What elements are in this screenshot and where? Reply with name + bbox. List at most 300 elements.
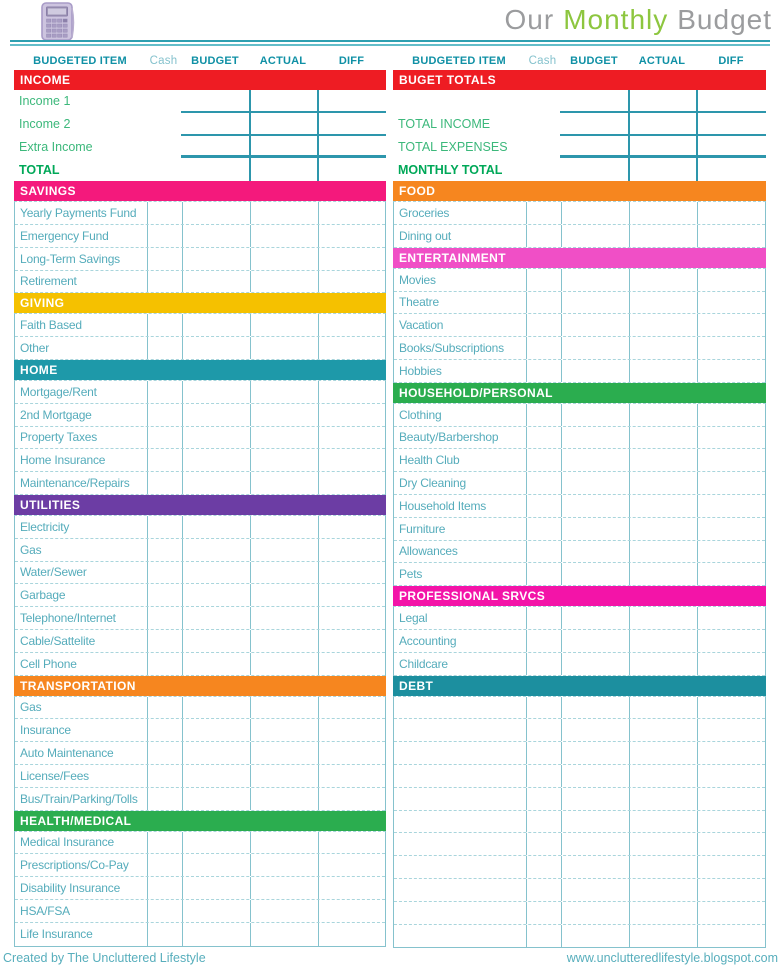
item-label: Theatre — [399, 295, 439, 310]
actual-cell — [250, 788, 318, 810]
actual-cell — [629, 630, 697, 652]
diff-cell — [318, 742, 385, 764]
actual-cell — [250, 719, 318, 741]
diff-cell — [697, 292, 765, 314]
item-label: Electricity — [20, 519, 70, 534]
cash-cell — [147, 630, 182, 652]
diff-cell — [697, 833, 765, 855]
diff-cell — [318, 584, 385, 606]
budget-cell — [561, 856, 629, 878]
budget-cell — [561, 404, 629, 426]
cash-cell — [526, 765, 561, 787]
diff-cell — [697, 630, 765, 652]
section-header-entertainment — [393, 248, 766, 268]
item-label: Cable/Sattelite — [20, 633, 96, 648]
budget-row — [15, 854, 385, 877]
budget-line-cell — [560, 90, 628, 113]
diff-cell — [697, 472, 765, 494]
budget-row — [15, 449, 385, 472]
actual-cell — [629, 449, 697, 471]
budget-row — [15, 765, 385, 788]
budget-cell — [182, 427, 250, 449]
actual-cell — [250, 900, 318, 922]
actual-line-cell — [249, 136, 317, 159]
budget-row — [394, 697, 765, 720]
totals-row-label: Income 1 — [19, 94, 71, 109]
cash-cell — [147, 225, 182, 247]
section-header-buget-totals — [393, 70, 766, 90]
cash-cell — [147, 314, 182, 336]
totals-row — [14, 136, 386, 159]
section-title: HOME — [20, 362, 58, 377]
cash-cell — [147, 877, 182, 899]
item-label: Water/Sewer — [20, 565, 87, 580]
col-header-budgeted-item: BUDGETED ITEM — [33, 55, 127, 67]
col-header-actual: ACTUAL — [259, 55, 307, 67]
budget-row — [394, 742, 765, 765]
col-header-cash: Cash — [149, 55, 178, 67]
budget-table-right — [393, 52, 766, 948]
actual-cell — [250, 202, 318, 224]
budget-cell — [561, 719, 629, 741]
cash-cell — [526, 269, 561, 291]
diff-cell — [318, 539, 385, 561]
budget-cell — [561, 427, 629, 449]
cash-cell — [147, 562, 182, 584]
section-header-savings — [14, 181, 386, 201]
cash-cell — [526, 742, 561, 764]
budget-cell — [561, 472, 629, 494]
actual-cell — [250, 381, 318, 403]
actual-cell — [629, 337, 697, 359]
budget-cell — [182, 854, 250, 876]
actual-cell — [629, 653, 697, 675]
actual-line-cell — [249, 113, 317, 136]
budget-cell — [561, 879, 629, 901]
item-label: Long-Term Savings — [20, 251, 120, 266]
budget-row — [394, 225, 765, 248]
actual-cell — [629, 495, 697, 517]
budget-row — [15, 202, 385, 225]
totals-row-label — [393, 90, 560, 113]
totals-row — [393, 136, 766, 159]
budget-cell — [561, 225, 629, 247]
item-label: Garbage — [20, 588, 66, 603]
actual-line-cell — [628, 158, 696, 181]
diff-cell — [318, 449, 385, 471]
cash-cell — [147, 472, 182, 494]
budget-row — [394, 630, 765, 653]
totals-row — [393, 90, 766, 113]
section-header-transportation — [14, 676, 386, 696]
cash-cell — [147, 788, 182, 810]
cash-cell — [526, 292, 561, 314]
budget-row — [15, 539, 385, 562]
actual-cell — [250, 854, 318, 876]
actual-cell — [629, 563, 697, 585]
budget-cell — [561, 742, 629, 764]
budget-cell — [561, 269, 629, 291]
diff-cell — [697, 225, 765, 247]
diff-cell — [318, 697, 385, 719]
budget-line-cell — [560, 136, 628, 159]
item-label: Accounting — [399, 633, 457, 648]
section-header-household-personal — [393, 383, 766, 403]
col-header-cash: Cash — [528, 55, 557, 67]
section-title: HEALTH/MEDICAL — [20, 813, 132, 828]
item-label: Prescriptions/Co-Pay — [20, 858, 129, 873]
cash-cell — [526, 607, 561, 629]
budget-cell — [182, 765, 250, 787]
item-label: Yearly Payments Fund — [20, 206, 137, 221]
footer-url: www.unclutteredlifestyle.blogspot.com — [566, 951, 778, 965]
item-label — [394, 697, 526, 719]
section-title: GIVING — [20, 296, 65, 311]
section-rows — [393, 696, 766, 949]
actual-cell — [629, 404, 697, 426]
actual-cell — [629, 427, 697, 449]
diff-cell — [697, 653, 765, 675]
section-rows — [14, 696, 386, 811]
budget-cell — [561, 811, 629, 833]
actual-cell — [250, 427, 318, 449]
budget-row — [394, 541, 765, 564]
actual-cell — [629, 902, 697, 924]
actual-line-cell — [249, 158, 317, 181]
col-header-budget: BUDGET — [570, 55, 618, 67]
cash-cell — [526, 495, 561, 517]
budget-cell — [561, 337, 629, 359]
diff-cell — [318, 314, 385, 336]
cash-cell — [147, 427, 182, 449]
item-label: 2nd Mortgage — [20, 407, 92, 422]
actual-cell — [250, 653, 318, 675]
diff-cell — [318, 607, 385, 629]
diff-cell — [697, 811, 765, 833]
cash-cell — [147, 516, 182, 538]
budget-row — [15, 832, 385, 855]
item-label: Mortgage/Rent — [20, 384, 97, 399]
budget-row — [394, 788, 765, 811]
item-label — [394, 856, 526, 878]
budget-cell — [182, 404, 250, 426]
title-word-our: Our — [504, 4, 555, 35]
totals-row-label: TOTAL — [19, 162, 60, 177]
budget-cell — [182, 539, 250, 561]
diff-cell — [318, 248, 385, 270]
diff-cell — [697, 427, 765, 449]
actual-cell — [250, 225, 318, 247]
cash-cell — [147, 607, 182, 629]
budget-cell — [182, 516, 250, 538]
section-header-income — [14, 70, 386, 90]
totals-row-label: TOTAL INCOME — [398, 117, 491, 132]
diff-cell — [697, 788, 765, 810]
cash-cell — [526, 337, 561, 359]
actual-cell — [629, 225, 697, 247]
budget-row — [15, 697, 385, 720]
budget-row — [15, 271, 385, 294]
diff-cell — [318, 765, 385, 787]
budget-row — [394, 563, 765, 586]
budget-cell — [561, 765, 629, 787]
actual-cell — [250, 516, 318, 538]
col-header-diff: DIFF — [718, 55, 744, 67]
budget-row — [394, 811, 765, 834]
cash-cell — [147, 584, 182, 606]
budget-row — [15, 900, 385, 923]
budget-row — [394, 902, 765, 925]
item-label: Clothing — [399, 407, 442, 422]
section-title: ENTERTAINMENT — [399, 250, 506, 265]
cash-cell — [526, 472, 561, 494]
cash-cell — [147, 742, 182, 764]
cash-cell — [147, 854, 182, 876]
diff-cell — [318, 653, 385, 675]
actual-cell — [629, 314, 697, 336]
item-label — [394, 811, 526, 833]
section-title: FOOD — [399, 184, 436, 199]
item-label: Home Insurance — [20, 453, 106, 468]
cash-cell — [147, 539, 182, 561]
budget-row — [394, 314, 765, 337]
budget-line-cell — [181, 90, 249, 113]
cash-cell — [526, 630, 561, 652]
actual-cell — [629, 202, 697, 224]
section-title: PROFESSIONAL SRVCS — [399, 589, 546, 604]
section-title: UTILITIES — [20, 497, 81, 512]
cash-cell — [147, 337, 182, 359]
item-label: Groceries — [399, 206, 450, 221]
actual-cell — [629, 833, 697, 855]
cash-cell — [526, 811, 561, 833]
item-label: Property Taxes — [20, 430, 98, 445]
budget-row — [394, 653, 765, 676]
totals-row — [393, 158, 766, 181]
cash-cell — [526, 202, 561, 224]
budget-row — [15, 584, 385, 607]
budget-cell — [182, 719, 250, 741]
item-label: Insurance — [20, 723, 71, 738]
actual-cell — [250, 923, 318, 946]
actual-cell — [250, 248, 318, 270]
totals-block — [14, 90, 386, 181]
actual-cell — [629, 541, 697, 563]
item-label: Cell Phone — [20, 656, 77, 671]
diff-cell — [318, 427, 385, 449]
budget-cell — [182, 742, 250, 764]
cash-cell — [147, 271, 182, 293]
diff-cell — [697, 607, 765, 629]
item-label: Beauty/Barbershop — [399, 430, 499, 445]
budget-row — [15, 719, 385, 742]
cash-cell — [147, 719, 182, 741]
budget-cell — [182, 449, 250, 471]
section-header-home — [14, 360, 386, 380]
section-title: SAVINGS — [20, 184, 76, 199]
budget-row — [394, 719, 765, 742]
budget-row — [15, 630, 385, 653]
page-title — [505, 4, 772, 36]
actual-cell — [629, 742, 697, 764]
budget-row — [394, 925, 765, 948]
actual-line-cell — [249, 90, 317, 113]
section-title: INCOME — [20, 73, 71, 87]
section-title: HOUSEHOLD/PERSONAL — [399, 385, 553, 400]
budget-row — [394, 472, 765, 495]
actual-cell — [629, 697, 697, 719]
budget-line-cell — [560, 113, 628, 136]
diff-cell — [318, 516, 385, 538]
actual-cell — [250, 539, 318, 561]
item-label: Life Insurance — [20, 927, 93, 942]
item-label: Household Items — [399, 498, 487, 513]
item-label — [394, 879, 526, 901]
actual-cell — [250, 697, 318, 719]
budget-row — [394, 879, 765, 902]
cash-cell — [526, 902, 561, 924]
diff-line-cell — [696, 136, 766, 159]
budget-row — [15, 225, 385, 248]
diff-cell — [697, 360, 765, 382]
diff-cell — [318, 854, 385, 876]
actual-cell — [629, 765, 697, 787]
actual-cell — [629, 925, 697, 948]
budget-cell — [182, 653, 250, 675]
item-label: License/Fees — [20, 768, 89, 783]
section-header-food — [393, 181, 766, 201]
actual-cell — [250, 562, 318, 584]
budget-cell — [561, 653, 629, 675]
actual-cell — [629, 719, 697, 741]
diff-cell — [697, 697, 765, 719]
budget-row — [15, 653, 385, 676]
budget-cell — [561, 607, 629, 629]
budget-cell — [182, 584, 250, 606]
item-label: Health Club — [399, 453, 460, 468]
budget-cell — [182, 877, 250, 899]
diff-cell — [697, 449, 765, 471]
item-label: Pets — [399, 567, 423, 582]
budget-cell — [182, 472, 250, 494]
diff-line-cell — [317, 136, 386, 159]
budget-cell — [182, 271, 250, 293]
budget-cell — [182, 225, 250, 247]
item-label: Books/Subscriptions — [399, 341, 504, 356]
diff-line-cell — [317, 90, 386, 113]
cash-cell — [526, 449, 561, 471]
diff-cell — [318, 381, 385, 403]
diff-cell — [318, 202, 385, 224]
budget-row — [394, 427, 765, 450]
diff-cell — [318, 923, 385, 946]
diff-cell — [318, 719, 385, 741]
diff-cell — [697, 404, 765, 426]
budget-cell — [561, 788, 629, 810]
budget-cell — [182, 607, 250, 629]
cash-cell — [147, 449, 182, 471]
item-label: Vacation — [399, 318, 444, 333]
totals-row-label: TOTAL EXPENSES — [398, 139, 508, 154]
section-title: TRANSPORTATION — [20, 678, 136, 693]
diff-cell — [697, 902, 765, 924]
budget-cell — [182, 562, 250, 584]
section-rows — [393, 606, 766, 675]
cash-cell — [147, 765, 182, 787]
budget-cell — [182, 337, 250, 359]
section-rows — [14, 201, 386, 293]
item-label: Childcare — [399, 656, 448, 671]
item-label — [394, 719, 526, 741]
section-rows — [393, 268, 766, 383]
budget-cell — [182, 788, 250, 810]
cash-cell — [526, 697, 561, 719]
section-header-health-medical — [14, 811, 386, 831]
budget-row — [394, 607, 765, 630]
item-label: Telephone/Internet — [20, 611, 116, 626]
cash-cell — [526, 925, 561, 948]
diff-cell — [318, 832, 385, 854]
item-label: Gas — [20, 700, 42, 715]
item-label: Dining out — [399, 228, 452, 243]
actual-cell — [250, 337, 318, 359]
cash-cell — [526, 879, 561, 901]
totals-row — [14, 158, 386, 181]
budget-cell — [561, 697, 629, 719]
header-divider — [10, 40, 770, 46]
actual-cell — [629, 856, 697, 878]
cash-cell — [526, 314, 561, 336]
budget-row — [15, 404, 385, 427]
budget-row — [394, 337, 765, 360]
budget-row — [394, 269, 765, 292]
cash-cell — [526, 653, 561, 675]
item-label: Allowances — [399, 544, 458, 559]
diff-cell — [697, 337, 765, 359]
col-header-actual: ACTUAL — [638, 55, 686, 67]
column-header-row — [14, 52, 386, 70]
budget-row — [15, 337, 385, 360]
totals-block — [393, 90, 766, 181]
section-rows — [393, 403, 766, 586]
budget-row — [15, 516, 385, 539]
footer-credit: Created by The Uncluttered Lifestyle — [3, 951, 206, 965]
budget-line-cell — [560, 158, 628, 181]
totals-row — [14, 113, 386, 136]
budget-cell — [561, 925, 629, 948]
diff-cell — [318, 630, 385, 652]
budget-line-cell — [181, 136, 249, 159]
diff-cell — [697, 202, 765, 224]
cash-cell — [526, 404, 561, 426]
actual-cell — [629, 788, 697, 810]
budget-cell — [561, 449, 629, 471]
budget-cell — [561, 518, 629, 540]
item-label — [394, 925, 526, 948]
budget-cell — [561, 202, 629, 224]
budget-cell — [182, 832, 250, 854]
budget-row — [394, 449, 765, 472]
cash-cell — [526, 360, 561, 382]
diff-line-cell — [696, 90, 766, 113]
diff-cell — [318, 271, 385, 293]
diff-cell — [697, 518, 765, 540]
diff-cell — [318, 472, 385, 494]
budget-line-cell — [181, 113, 249, 136]
budget-row — [15, 562, 385, 585]
item-label — [394, 902, 526, 924]
diff-line-cell — [696, 113, 766, 136]
